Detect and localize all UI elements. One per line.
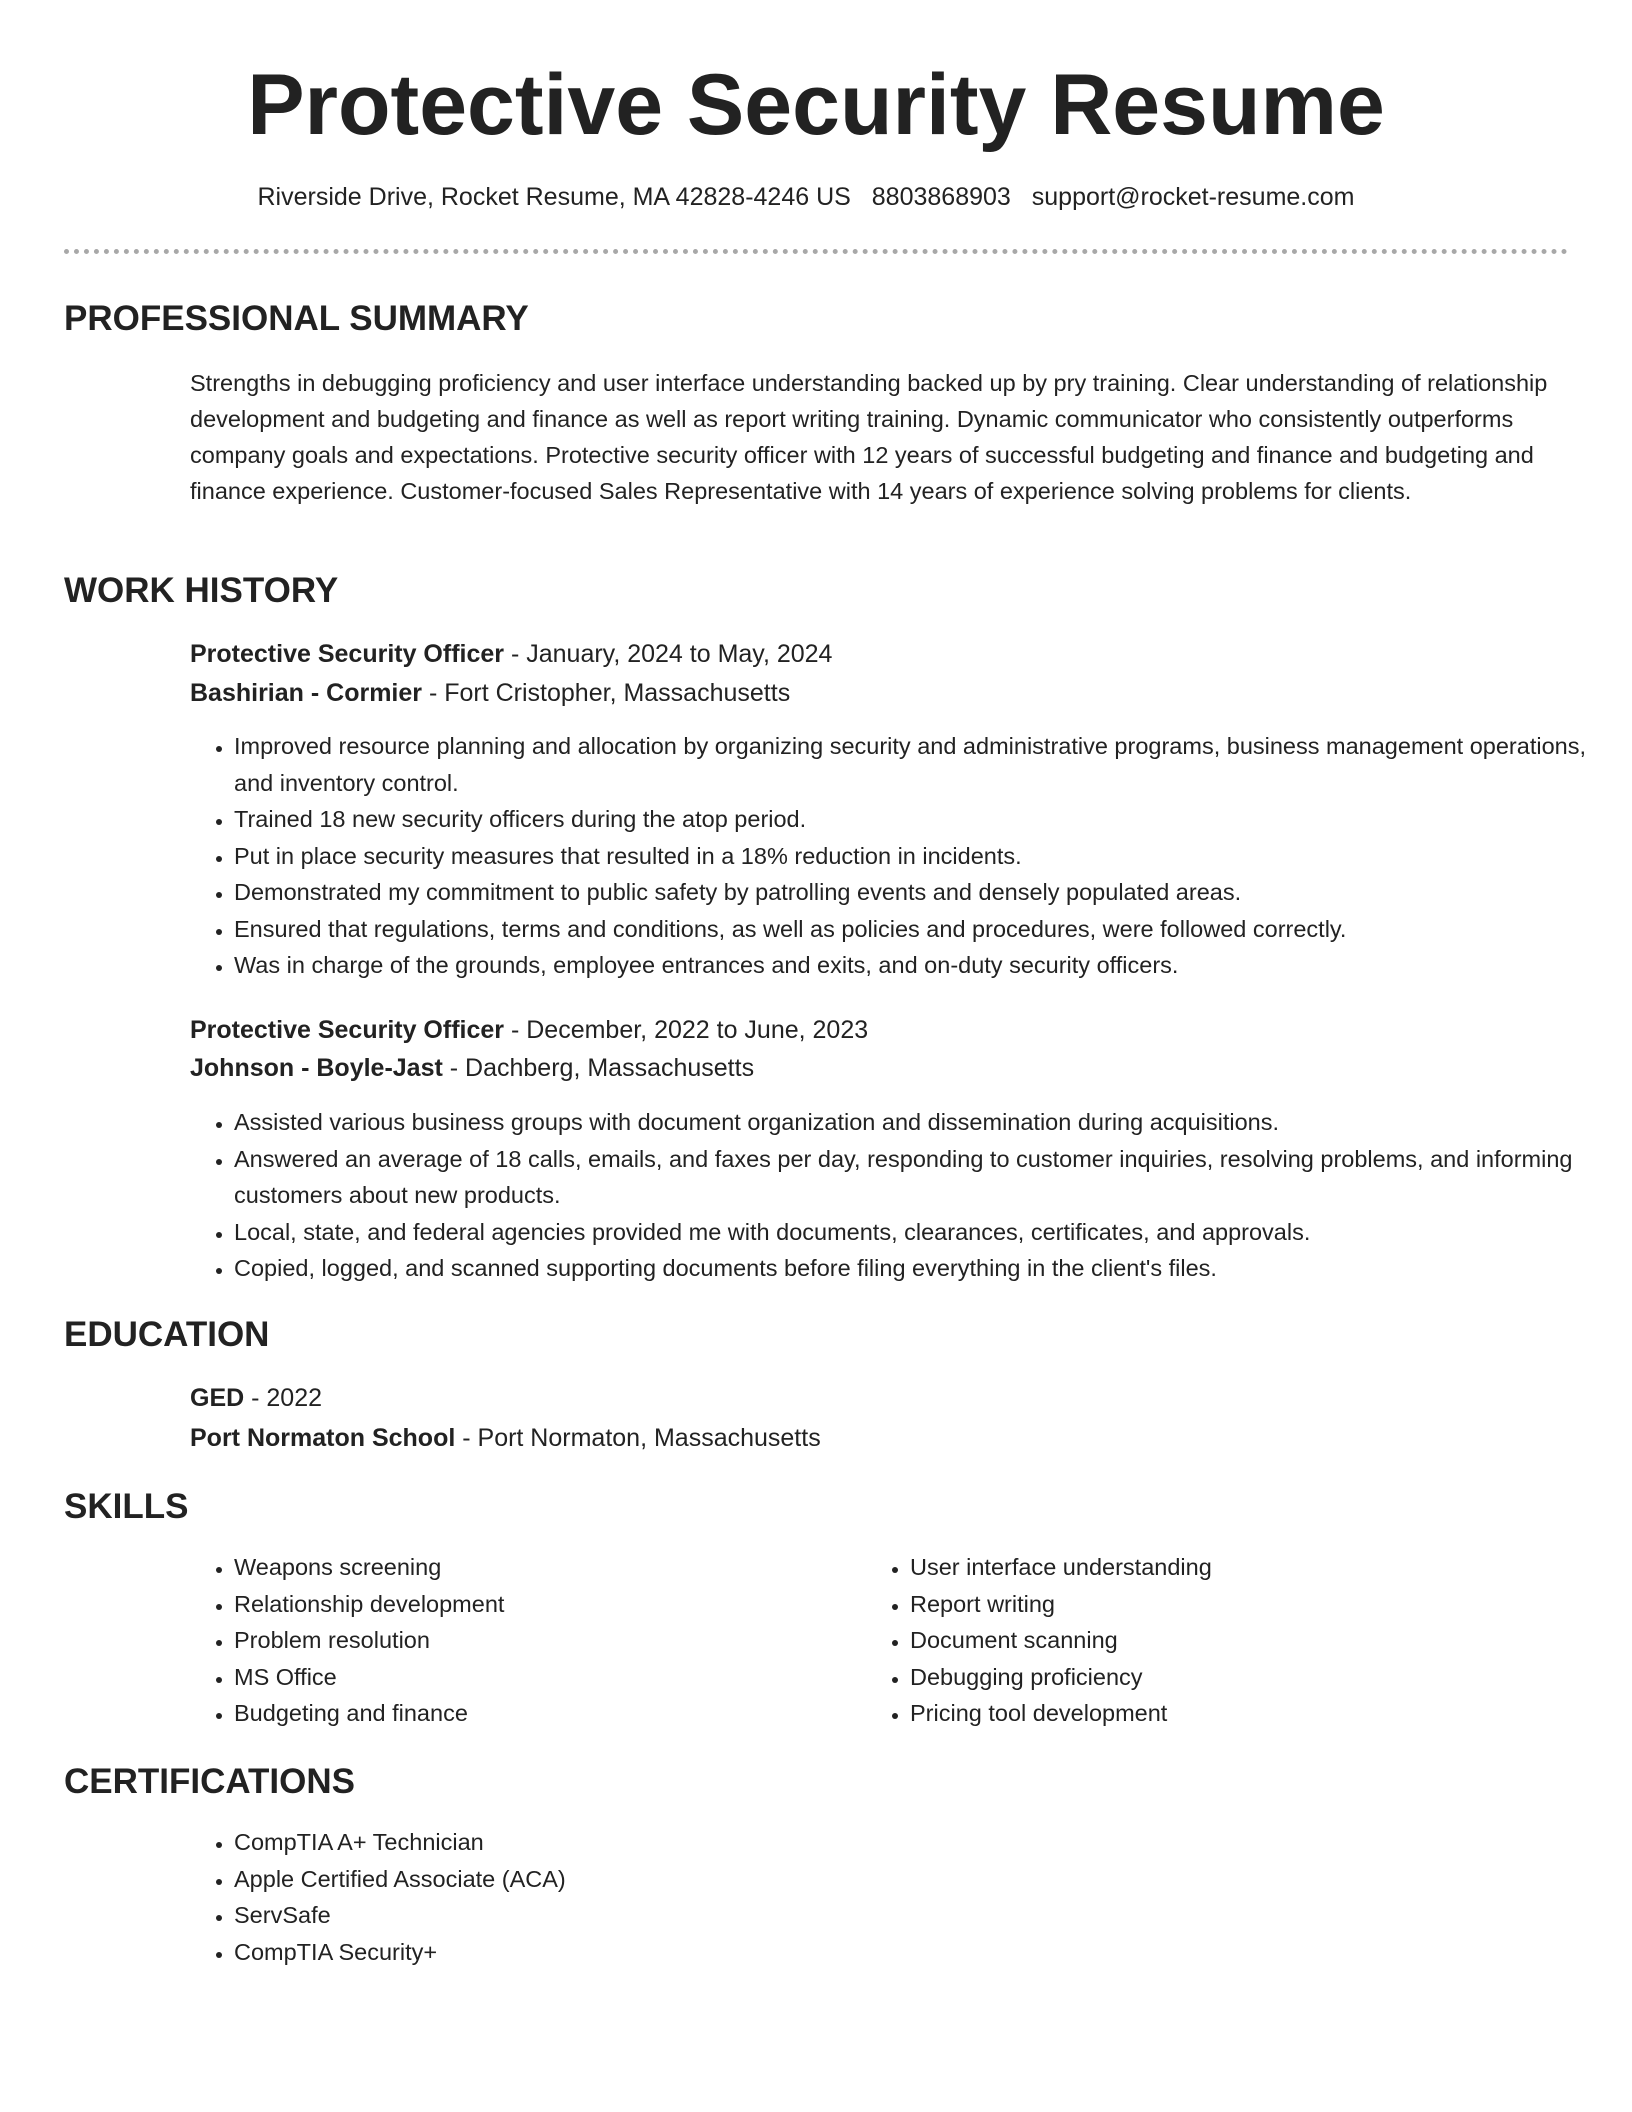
- job-1-role: Protective Security Officer: [190, 640, 505, 668]
- list-item: • Budgeting and finance: [234, 1695, 874, 1732]
- skills-right-list: [866, 1549, 1550, 1732]
- list-item: • Demonstrated my commitment to public safety by patrolling events and densely populated areas.: [234, 874, 1614, 911]
- education-location: - Port Normaton, Massachusetts: [455, 1424, 821, 1452]
- job-2-title-line: [190, 1012, 868, 1048]
- list-item: • Copied, logged, and scanned supporting documents before filing everything in the client's files.: [234, 1250, 1614, 1287]
- contact-email: support@rocket-resume.com: [1031, 183, 1355, 211]
- skills-heading: SKILLS: [64, 1487, 189, 1526]
- job-2-role: Protective Security Officer: [190, 1016, 505, 1044]
- list-item: • Debugging proficiency: [910, 1659, 1550, 1696]
- contact-address: Riverside Drive, Rocket Resume, MA 42828-4246 US: [257, 183, 851, 211]
- list-item: • Apple Certified Associate (ACA): [234, 1861, 1614, 1898]
- list-item: • Answered an average of 18 calls, emails, and faxes per day, responding to customer inquiries, resolving problems, and informing customers about new products.: [234, 1141, 1614, 1214]
- job-1-company-line: [190, 675, 790, 711]
- certifications-list: [190, 1824, 1614, 1970]
- contact-line: [0, 180, 1612, 214]
- list-item: • Problem resolution: [234, 1622, 874, 1659]
- list-item: • Report writing: [910, 1586, 1550, 1623]
- education-degree-line: [190, 1380, 322, 1416]
- list-item: • Document scanning: [910, 1622, 1550, 1659]
- education-school: Port Normaton School: [190, 1424, 456, 1452]
- job-2-company-line: [190, 1050, 754, 1086]
- certifications-heading: CERTIFICATIONS: [64, 1762, 356, 1801]
- job-1-company: Bashirian - Cormier: [190, 679, 423, 707]
- job-2-dates: - December, 2022 to June, 2023: [504, 1016, 869, 1044]
- job-1-dates: - January, 2024 to May, 2024: [504, 640, 833, 668]
- list-item: • Put in place security measures that resulted in a 18% reduction in incidents.: [234, 838, 1614, 875]
- job-2-company: Johnson - Boyle-Jast: [190, 1054, 443, 1082]
- list-item: • Was in charge of the grounds, employee entrances and exits, and on-duty security officers.: [234, 947, 1614, 984]
- summary-heading: PROFESSIONAL SUMMARY: [64, 299, 529, 338]
- list-item: • Pricing tool development: [910, 1695, 1550, 1732]
- job-2-location: - Dachberg, Massachusetts: [442, 1054, 755, 1082]
- contact-phone: 8803868903: [871, 183, 1011, 211]
- list-item: • CompTIA Security+: [234, 1934, 1614, 1971]
- summary-text: Strengths in debugging proficiency and user interface understanding backed up by pry training. Clear understanding of relationship development and budgeting and finance as well as report writing training. Dynamic communicator who consistently outperforms company goals and expectations. Protective security officer with 12 years of successful budgeting and finance and budgeting and finance experience. Customer-focused Sales Representative with 14 years of experience solving problems for clients.: [190, 370, 1548, 504]
- list-item: • User interface understanding: [910, 1549, 1550, 1586]
- list-item: • MS Office: [234, 1659, 874, 1696]
- job-1-bullets: [190, 728, 1614, 984]
- list-item: • Assisted various business groups with document organization and dissemination during acquisitions.: [234, 1104, 1614, 1141]
- resume-title: Protective Security Resume: [247, 57, 1385, 153]
- education-school-line: [190, 1420, 821, 1456]
- list-item: • CompTIA A+ Technician: [234, 1824, 1614, 1861]
- skills-left-list: [190, 1549, 874, 1732]
- list-item: • Ensured that regulations, terms and conditions, as well as policies and procedures, were followed correctly.: [234, 911, 1614, 948]
- education-year: - 2022: [244, 1384, 323, 1412]
- education-degree: GED: [190, 1384, 245, 1412]
- header-divider: [64, 249, 1568, 254]
- list-item: • Trained 18 new security officers during the atop period.: [234, 801, 1614, 838]
- job-1-title-line: [190, 636, 832, 672]
- list-item: • Weapons screening: [234, 1549, 874, 1586]
- list-item: • Relationship development: [234, 1586, 874, 1623]
- list-item: • ServSafe: [234, 1897, 1614, 1934]
- education-heading: EDUCATION: [64, 1315, 270, 1354]
- job-1-location: - Fort Cristopher, Massachusetts: [422, 679, 791, 707]
- list-item: • Local, state, and federal agencies provided me with documents, clearances, certificates, and approvals.: [234, 1214, 1614, 1251]
- list-item: • Improved resource planning and allocation by organizing security and administrative programs, business management operations, and inventory control.: [234, 728, 1614, 801]
- job-2-bullets: [190, 1104, 1614, 1287]
- work-history-heading: WORK HISTORY: [64, 571, 339, 610]
